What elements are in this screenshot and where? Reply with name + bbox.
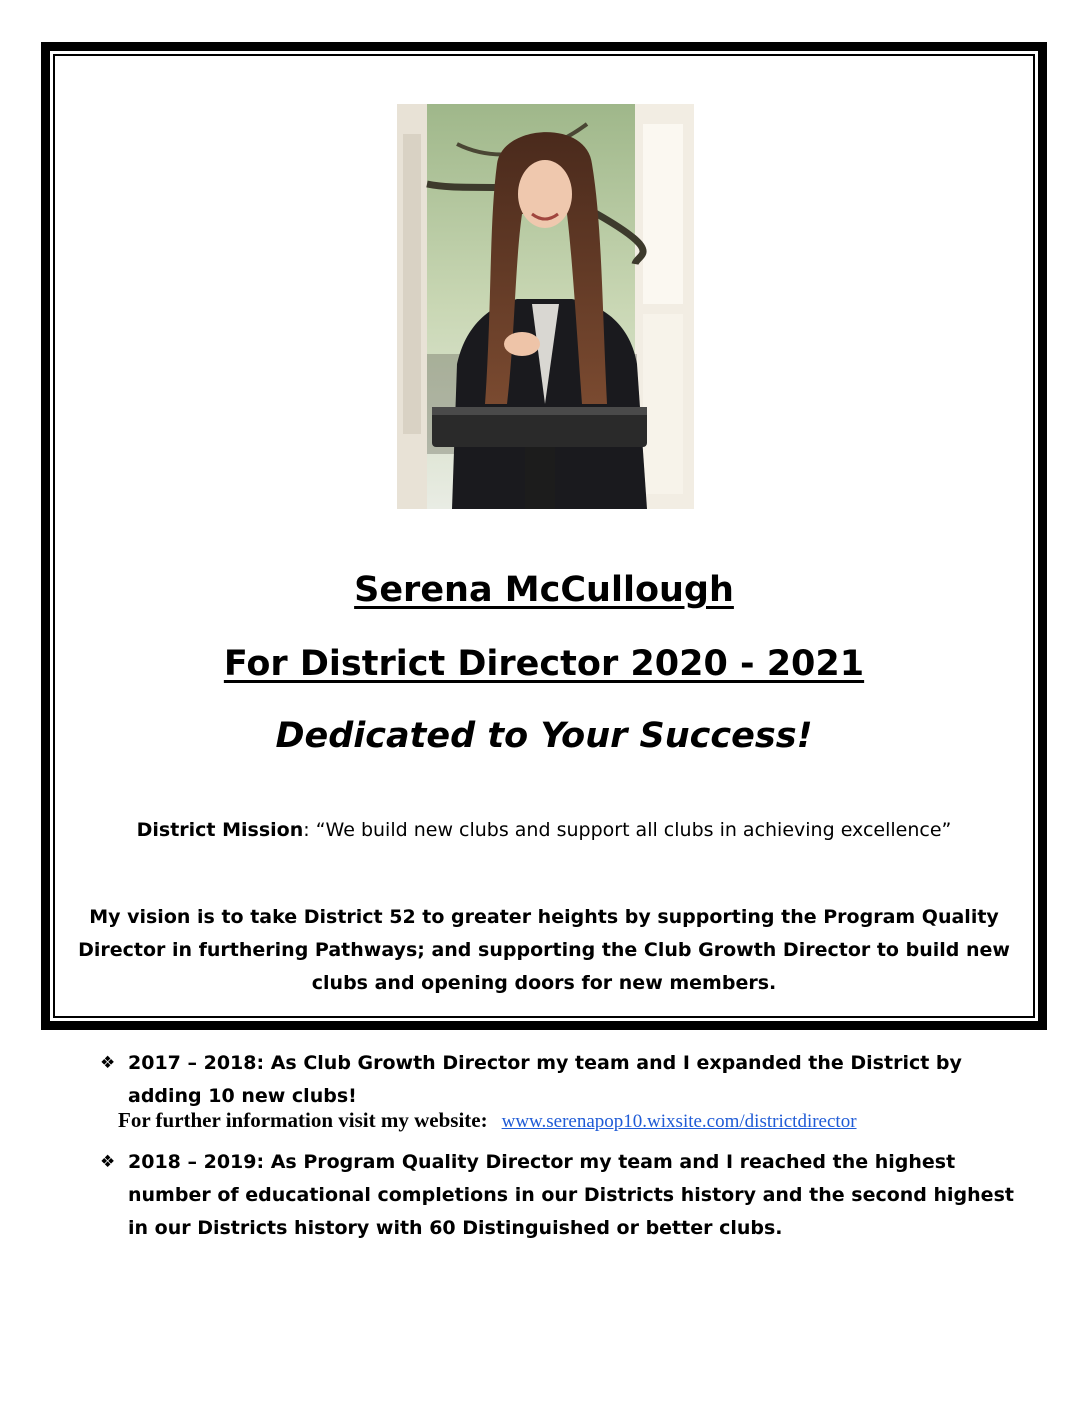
bullet-text: 2018 – 2019: As Program Quality Director my team and I reached the highest number of educational completions in our Districts history and the second highest in our Districts history with 60 Distinguished or better clubs. [128, 1151, 1014, 1239]
bullet-text: 2017 – 2018: As Club Growth Director my team and I expanded the District by adding 10 new clubs! [128, 1052, 962, 1107]
footer-label: For further information visit my website: [118, 1108, 488, 1132]
mission-text: : “We build new clubs and support all clubs in achieving excellence” [303, 819, 952, 841]
district-mission [0, 819, 1088, 841]
mission-label: District Mission [136, 819, 304, 841]
diamond-bullet-icon: ❖ [100, 1053, 116, 1073]
website-link[interactable]: www.serenapop10.wixsite.com/districtdirector [501, 1111, 857, 1132]
candidate-name: Serena McCullough [354, 570, 734, 610]
diamond-bullet-icon: ❖ [100, 1152, 116, 1172]
candidate-subtitle: For District Director 2020 - 2021 [223, 644, 865, 684]
footer [118, 1108, 1018, 1133]
candidate-tagline: Dedicated to Your Success! [275, 716, 813, 756]
candidate-photo [397, 104, 694, 509]
vision-statement: My vision is to take District 52 to greater heights by supporting the Program Quality Director in furthering Pathways; and supporting the Club Growth Director to build new clubs and opening doors for new members. [78, 906, 1010, 994]
list-item [100, 1146, 1020, 1245]
list-item [100, 1047, 1020, 1113]
